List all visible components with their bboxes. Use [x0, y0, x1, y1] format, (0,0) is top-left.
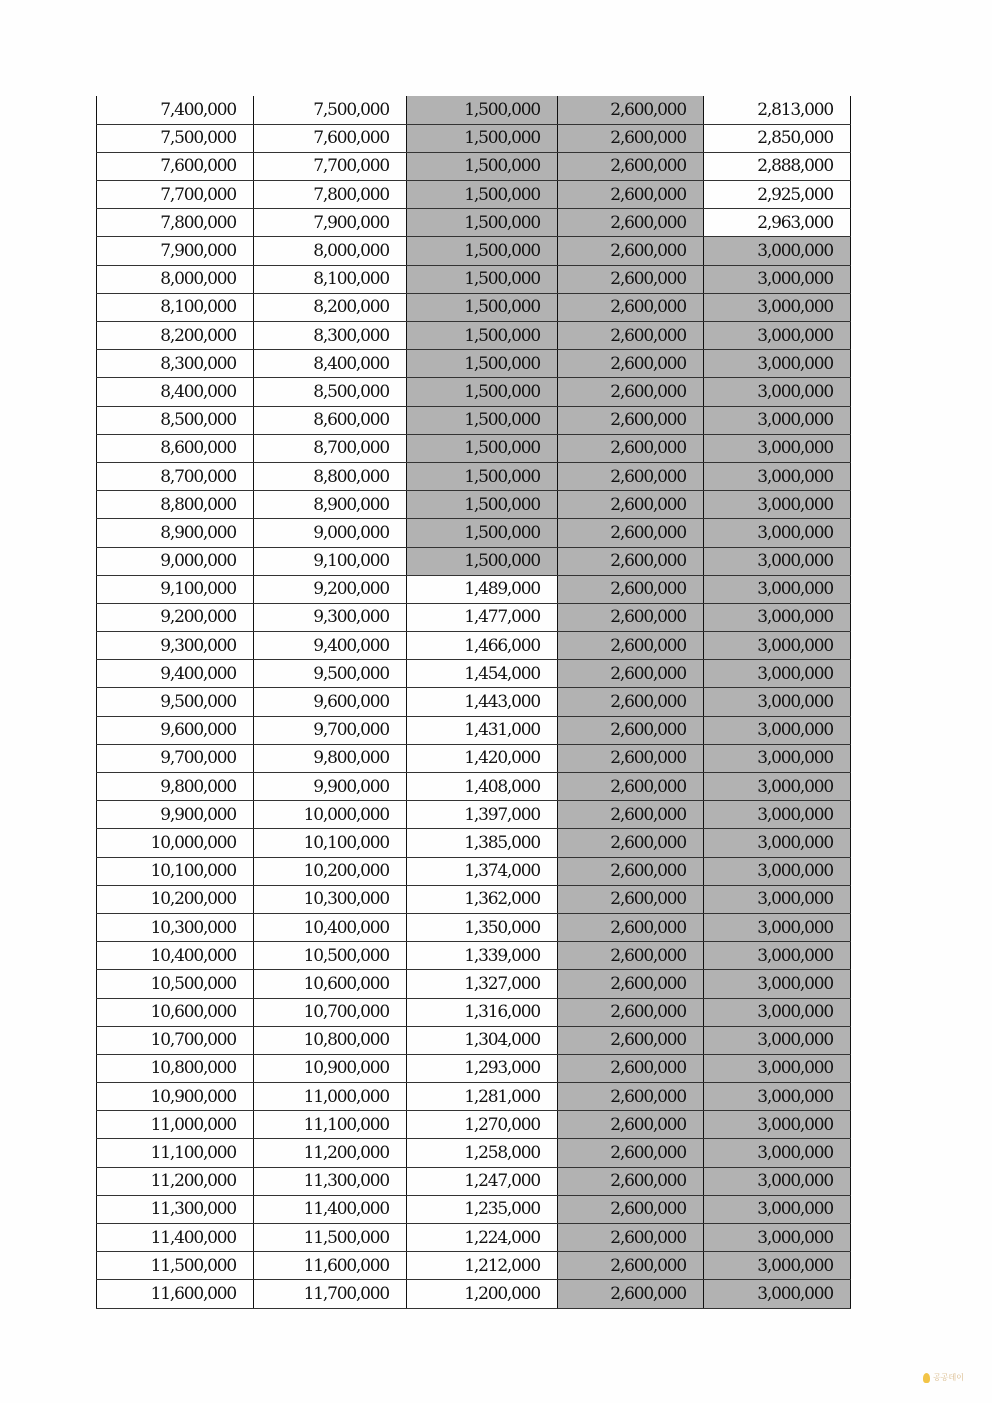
table-cell: 8,800,000 — [254, 462, 407, 490]
table-cell: 11,500,000 — [97, 1252, 254, 1280]
table-row — [97, 1139, 851, 1167]
table-cell: 8,100,000 — [254, 265, 407, 293]
table-cell: 1,500,000 — [407, 378, 558, 406]
table-cell: 10,400,000 — [254, 913, 407, 941]
table-cell: 7,500,000 — [97, 124, 254, 152]
table-cell: 2,600,000 — [558, 462, 704, 490]
table-cell: 11,200,000 — [254, 1139, 407, 1167]
table-cell: 11,100,000 — [254, 1111, 407, 1139]
table-cell: 1,500,000 — [407, 96, 558, 124]
table-row — [97, 265, 851, 293]
table-cell: 2,600,000 — [558, 913, 704, 941]
table-cell: 3,000,000 — [704, 350, 851, 378]
table-row — [97, 575, 851, 603]
table-row — [97, 1195, 851, 1223]
table-row — [97, 434, 851, 462]
table-cell: 11,500,000 — [254, 1224, 407, 1252]
table-cell: 3,000,000 — [704, 322, 851, 350]
table-row — [97, 942, 851, 970]
salary-table — [96, 96, 851, 1309]
table-cell: 1,466,000 — [407, 632, 558, 660]
table-cell: 8,700,000 — [254, 434, 407, 462]
table-cell: 1,258,000 — [407, 1139, 558, 1167]
table-cell: 3,000,000 — [704, 1224, 851, 1252]
table-cell: 1,304,000 — [407, 1026, 558, 1054]
table-cell: 1,281,000 — [407, 1083, 558, 1111]
table-cell: 10,500,000 — [254, 942, 407, 970]
table-cell: 10,000,000 — [254, 801, 407, 829]
table-cell: 7,700,000 — [97, 181, 254, 209]
table-cell: 2,600,000 — [558, 1224, 704, 1252]
table-cell: 1,200,000 — [407, 1280, 558, 1308]
table-cell: 2,600,000 — [558, 265, 704, 293]
table-cell: 8,400,000 — [97, 378, 254, 406]
table-row — [97, 124, 851, 152]
table-row — [97, 773, 851, 801]
table-cell: 2,600,000 — [558, 350, 704, 378]
table-cell: 11,400,000 — [254, 1195, 407, 1223]
table-cell: 9,600,000 — [97, 716, 254, 744]
table-cell: 1,235,000 — [407, 1195, 558, 1223]
table-cell: 10,400,000 — [97, 942, 254, 970]
table-cell: 3,000,000 — [704, 660, 851, 688]
table-cell: 10,300,000 — [97, 913, 254, 941]
table-cell: 11,300,000 — [97, 1195, 254, 1223]
table-row — [97, 660, 851, 688]
table-cell: 2,600,000 — [558, 942, 704, 970]
table-cell: 10,700,000 — [254, 998, 407, 1026]
table-cell: 2,888,000 — [704, 152, 851, 180]
table-cell: 7,800,000 — [254, 181, 407, 209]
table-cell: 3,000,000 — [704, 632, 851, 660]
table-cell: 1,212,000 — [407, 1252, 558, 1280]
table-cell: 9,200,000 — [97, 603, 254, 631]
table-cell: 3,000,000 — [704, 265, 851, 293]
table-row — [97, 829, 851, 857]
table-cell: 1,500,000 — [407, 181, 558, 209]
table-cell: 2,600,000 — [558, 237, 704, 265]
table-cell: 2,600,000 — [558, 632, 704, 660]
table-cell: 2,600,000 — [558, 124, 704, 152]
table-row — [97, 716, 851, 744]
table-cell: 11,100,000 — [97, 1139, 254, 1167]
table-cell: 2,600,000 — [558, 434, 704, 462]
table-cell: 2,600,000 — [558, 378, 704, 406]
table-row — [97, 1026, 851, 1054]
table-cell: 9,100,000 — [254, 547, 407, 575]
table-cell: 10,900,000 — [97, 1083, 254, 1111]
table-cell: 3,000,000 — [704, 716, 851, 744]
table-cell: 2,600,000 — [558, 519, 704, 547]
table-cell: 2,600,000 — [558, 603, 704, 631]
table-cell: 1,385,000 — [407, 829, 558, 857]
table-cell: 1,500,000 — [407, 265, 558, 293]
table-cell: 2,600,000 — [558, 406, 704, 434]
table-cell: 3,000,000 — [704, 885, 851, 913]
table-cell: 3,000,000 — [704, 744, 851, 772]
table-cell: 1,500,000 — [407, 350, 558, 378]
table-cell: 2,600,000 — [558, 1195, 704, 1223]
table-cell: 8,700,000 — [97, 462, 254, 490]
table-cell: 10,000,000 — [97, 829, 254, 857]
table-row — [97, 322, 851, 350]
table-cell: 2,600,000 — [558, 1054, 704, 1082]
table-cell: 1,374,000 — [407, 857, 558, 885]
table-cell: 2,600,000 — [558, 1026, 704, 1054]
table-cell: 8,300,000 — [97, 350, 254, 378]
table-cell: 9,600,000 — [254, 688, 407, 716]
table-cell: 1,500,000 — [407, 547, 558, 575]
table-cell: 1,443,000 — [407, 688, 558, 716]
table-cell: 1,339,000 — [407, 942, 558, 970]
table-cell: 3,000,000 — [704, 970, 851, 998]
table-cell: 2,600,000 — [558, 801, 704, 829]
table-cell: 1,500,000 — [407, 152, 558, 180]
table-cell: 10,600,000 — [254, 970, 407, 998]
table-cell: 3,000,000 — [704, 1054, 851, 1082]
table-cell: 2,963,000 — [704, 209, 851, 237]
table-row — [97, 96, 851, 124]
table-cell: 9,900,000 — [97, 801, 254, 829]
table-cell: 9,900,000 — [254, 773, 407, 801]
table-cell: 9,200,000 — [254, 575, 407, 603]
table-cell: 3,000,000 — [704, 998, 851, 1026]
table-row — [97, 913, 851, 941]
table-cell: 1,408,000 — [407, 773, 558, 801]
table-cell: 3,000,000 — [704, 1252, 851, 1280]
table-cell: 3,000,000 — [704, 773, 851, 801]
table-cell: 1,500,000 — [407, 519, 558, 547]
table-cell: 2,600,000 — [558, 96, 704, 124]
table-cell: 7,600,000 — [254, 124, 407, 152]
table-cell: 9,000,000 — [254, 519, 407, 547]
table-cell: 9,100,000 — [97, 575, 254, 603]
table-cell: 1,362,000 — [407, 885, 558, 913]
table-cell: 10,800,000 — [97, 1054, 254, 1082]
table-cell: 2,600,000 — [558, 857, 704, 885]
table-cell: 1,270,000 — [407, 1111, 558, 1139]
table-cell: 8,900,000 — [254, 491, 407, 519]
table-cell: 1,500,000 — [407, 406, 558, 434]
table-cell: 3,000,000 — [704, 801, 851, 829]
table-cell: 3,000,000 — [704, 547, 851, 575]
table-cell: 8,000,000 — [254, 237, 407, 265]
table-row — [97, 491, 851, 519]
table-cell: 11,000,000 — [254, 1083, 407, 1111]
table-cell: 8,200,000 — [97, 322, 254, 350]
table-row — [97, 1111, 851, 1139]
table-row — [97, 1224, 851, 1252]
table-row — [97, 998, 851, 1026]
table-cell: 3,000,000 — [704, 293, 851, 321]
table-cell: 2,600,000 — [558, 1111, 704, 1139]
table-cell: 1,350,000 — [407, 913, 558, 941]
table-cell: 10,100,000 — [97, 857, 254, 885]
table-cell: 1,500,000 — [407, 124, 558, 152]
table-cell: 7,900,000 — [254, 209, 407, 237]
table-cell: 2,600,000 — [558, 575, 704, 603]
table-row — [97, 1054, 851, 1082]
table-cell: 1,489,000 — [407, 575, 558, 603]
table-cell: 10,200,000 — [254, 857, 407, 885]
table-cell: 3,000,000 — [704, 1139, 851, 1167]
table-cell: 8,900,000 — [97, 519, 254, 547]
table-row — [97, 1280, 851, 1308]
table-row — [97, 237, 851, 265]
table-row — [97, 744, 851, 772]
table-row — [97, 970, 851, 998]
table-cell: 1,500,000 — [407, 293, 558, 321]
table-cell: 1,500,000 — [407, 237, 558, 265]
table-cell: 9,400,000 — [254, 632, 407, 660]
table-row — [97, 1252, 851, 1280]
table-row — [97, 209, 851, 237]
table-cell: 2,600,000 — [558, 688, 704, 716]
table-cell: 1,247,000 — [407, 1167, 558, 1195]
table-cell: 8,500,000 — [254, 378, 407, 406]
table-cell: 3,000,000 — [704, 434, 851, 462]
table-cell: 2,600,000 — [558, 547, 704, 575]
table-cell: 2,600,000 — [558, 1139, 704, 1167]
table-cell: 10,500,000 — [97, 970, 254, 998]
table-row — [97, 378, 851, 406]
table-cell: 2,600,000 — [558, 181, 704, 209]
table-cell: 9,500,000 — [97, 688, 254, 716]
table-cell: 2,600,000 — [558, 1252, 704, 1280]
table-cell: 3,000,000 — [704, 378, 851, 406]
table-row — [97, 1167, 851, 1195]
table-cell: 1,500,000 — [407, 462, 558, 490]
table-cell: 1,316,000 — [407, 998, 558, 1026]
table-cell: 2,813,000 — [704, 96, 851, 124]
table-cell: 3,000,000 — [704, 575, 851, 603]
table-cell: 11,400,000 — [97, 1224, 254, 1252]
table-cell: 8,600,000 — [97, 434, 254, 462]
table-row — [97, 152, 851, 180]
table-cell: 10,800,000 — [254, 1026, 407, 1054]
table-cell: 7,700,000 — [254, 152, 407, 180]
table-row — [97, 462, 851, 490]
table-cell: 2,600,000 — [558, 1083, 704, 1111]
table-cell: 9,800,000 — [254, 744, 407, 772]
table-cell: 3,000,000 — [704, 1111, 851, 1139]
table-cell: 9,000,000 — [97, 547, 254, 575]
table-cell: 1,224,000 — [407, 1224, 558, 1252]
table-cell: 2,600,000 — [558, 293, 704, 321]
table-row — [97, 181, 851, 209]
table-cell: 2,600,000 — [558, 1167, 704, 1195]
table-cell: 10,200,000 — [97, 885, 254, 913]
table-row — [97, 632, 851, 660]
table-cell: 8,500,000 — [97, 406, 254, 434]
bulb-icon — [923, 1373, 930, 1383]
table-row — [97, 547, 851, 575]
table-row — [97, 857, 851, 885]
table-cell: 10,700,000 — [97, 1026, 254, 1054]
table-cell: 2,600,000 — [558, 773, 704, 801]
table-cell: 8,600,000 — [254, 406, 407, 434]
table-cell: 2,600,000 — [558, 209, 704, 237]
table-cell: 1,397,000 — [407, 801, 558, 829]
table-cell: 8,100,000 — [97, 293, 254, 321]
table-cell: 9,700,000 — [254, 716, 407, 744]
table-cell: 1,500,000 — [407, 322, 558, 350]
table-cell: 2,925,000 — [704, 181, 851, 209]
table-cell: 11,300,000 — [254, 1167, 407, 1195]
table-row — [97, 350, 851, 378]
table-cell: 11,000,000 — [97, 1111, 254, 1139]
table-cell: 7,600,000 — [97, 152, 254, 180]
table-cell: 3,000,000 — [704, 942, 851, 970]
table-row — [97, 519, 851, 547]
table-cell: 9,500,000 — [254, 660, 407, 688]
table-cell: 10,600,000 — [97, 998, 254, 1026]
table-cell: 3,000,000 — [704, 1280, 851, 1308]
table-cell: 3,000,000 — [704, 1195, 851, 1223]
table-cell: 2,600,000 — [558, 885, 704, 913]
watermark — [923, 1372, 964, 1383]
table-row — [97, 406, 851, 434]
table-cell: 3,000,000 — [704, 237, 851, 265]
table-cell: 1,420,000 — [407, 744, 558, 772]
table-cell: 11,700,000 — [254, 1280, 407, 1308]
table-cell: 3,000,000 — [704, 491, 851, 519]
table-row — [97, 688, 851, 716]
table-cell: 2,600,000 — [558, 716, 704, 744]
table-cell: 9,800,000 — [97, 773, 254, 801]
table-cell: 3,000,000 — [704, 1083, 851, 1111]
table-cell: 9,300,000 — [254, 603, 407, 631]
table-cell: 2,600,000 — [558, 744, 704, 772]
table-cell: 8,400,000 — [254, 350, 407, 378]
table-cell: 1,500,000 — [407, 491, 558, 519]
table-cell: 1,431,000 — [407, 716, 558, 744]
table-cell: 2,600,000 — [558, 152, 704, 180]
table-cell: 8,000,000 — [97, 265, 254, 293]
table-cell: 3,000,000 — [704, 519, 851, 547]
table-cell: 3,000,000 — [704, 829, 851, 857]
table-cell: 2,600,000 — [558, 970, 704, 998]
table-cell: 2,600,000 — [558, 322, 704, 350]
table-cell: 3,000,000 — [704, 1026, 851, 1054]
table-row — [97, 801, 851, 829]
table-cell: 1,327,000 — [407, 970, 558, 998]
table-cell: 2,600,000 — [558, 660, 704, 688]
table-cell: 9,300,000 — [97, 632, 254, 660]
table-row — [97, 293, 851, 321]
table-cell: 10,300,000 — [254, 885, 407, 913]
table-cell: 2,600,000 — [558, 1280, 704, 1308]
table-cell: 3,000,000 — [704, 688, 851, 716]
table-cell: 8,300,000 — [254, 322, 407, 350]
table-cell: 7,800,000 — [97, 209, 254, 237]
watermark-text: 공공데이 — [933, 1373, 964, 1382]
table-cell: 2,600,000 — [558, 829, 704, 857]
table-row — [97, 885, 851, 913]
table-cell: 11,600,000 — [97, 1280, 254, 1308]
table-cell: 3,000,000 — [704, 913, 851, 941]
table-cell: 11,200,000 — [97, 1167, 254, 1195]
table-cell: 11,600,000 — [254, 1252, 407, 1280]
table-cell: 2,600,000 — [558, 998, 704, 1026]
table-cell: 2,850,000 — [704, 124, 851, 152]
table-cell: 7,500,000 — [254, 96, 407, 124]
table-cell: 1,500,000 — [407, 209, 558, 237]
table-cell: 3,000,000 — [704, 406, 851, 434]
table-cell: 9,400,000 — [97, 660, 254, 688]
table-cell: 3,000,000 — [704, 462, 851, 490]
table-cell: 8,800,000 — [97, 491, 254, 519]
table-body — [97, 96, 851, 1308]
table-cell: 2,600,000 — [558, 491, 704, 519]
table-row — [97, 603, 851, 631]
table-cell: 3,000,000 — [704, 1167, 851, 1195]
table-cell: 3,000,000 — [704, 857, 851, 885]
table-cell: 10,100,000 — [254, 829, 407, 857]
table-row — [97, 1083, 851, 1111]
table-cell: 7,400,000 — [97, 96, 254, 124]
table-cell: 10,900,000 — [254, 1054, 407, 1082]
table-cell: 7,900,000 — [97, 237, 254, 265]
table-cell: 9,700,000 — [97, 744, 254, 772]
table-cell: 1,293,000 — [407, 1054, 558, 1082]
table-cell: 1,500,000 — [407, 434, 558, 462]
table-cell: 1,477,000 — [407, 603, 558, 631]
table-cell: 1,454,000 — [407, 660, 558, 688]
table-cell: 8,200,000 — [254, 293, 407, 321]
table-cell: 3,000,000 — [704, 603, 851, 631]
